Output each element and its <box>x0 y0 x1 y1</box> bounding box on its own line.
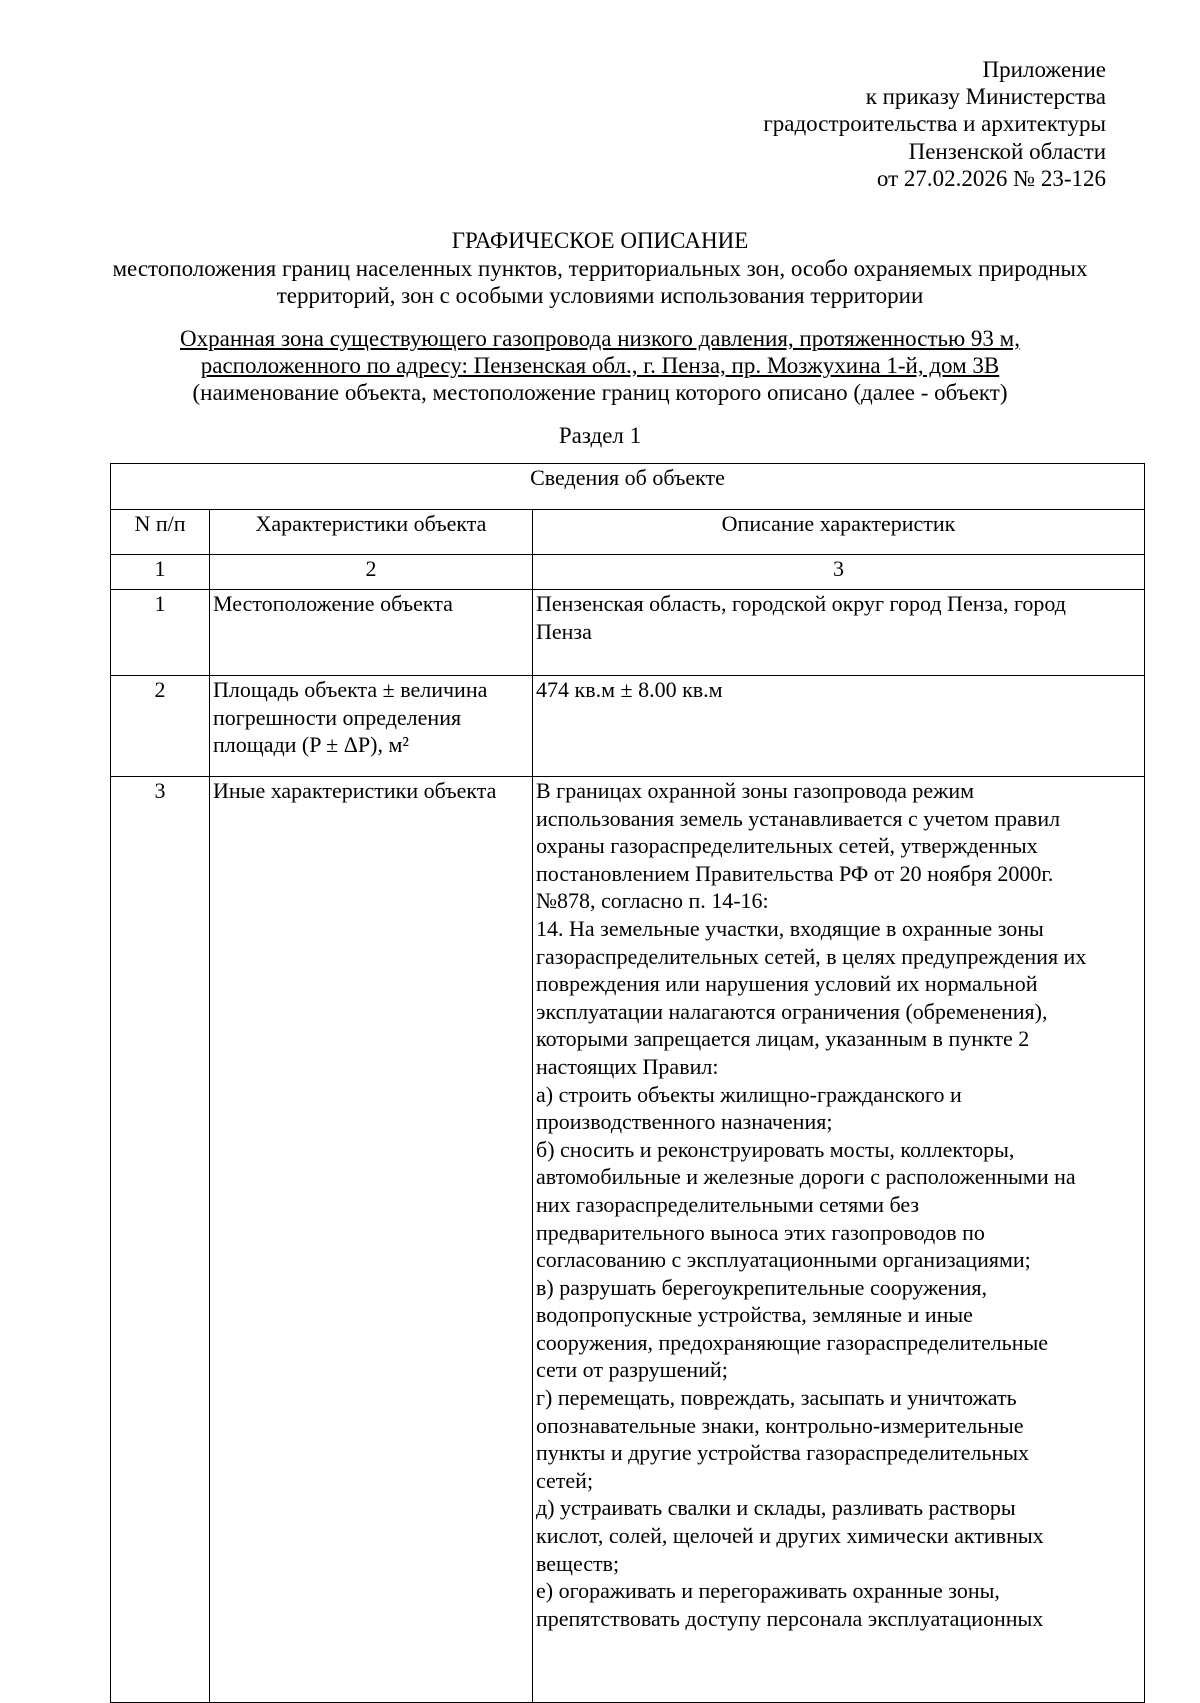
column-number: 1 <box>111 555 210 590</box>
description-line: д) устраивать свалки и склады, разливать растворы <box>536 1495 1016 1521</box>
description-line: Пенза <box>536 618 592 644</box>
characteristic-line: площади (P ± ΔP), м² <box>213 732 409 758</box>
row-description <box>533 590 1145 676</box>
appendix-line: градостроительства и архитектуры <box>763 111 1106 137</box>
description-line: В границах охранной зоны газопровода режим <box>536 778 975 803</box>
row-characteristic <box>210 676 533 777</box>
header-characteristic: Характеристики объекта <box>210 510 533 555</box>
description-line: 474 кв.м ± 8.00 кв.м <box>536 677 723 702</box>
appendix-header <box>606 56 1106 192</box>
object-name-line: Охранная зона существующего газопровода низкого давления, протяженностью 93 м, <box>180 326 1020 351</box>
row-number: 2 <box>111 676 210 777</box>
column-number: 2 <box>210 555 533 590</box>
description-line: сооружения, предохраняющие газораспределительные <box>536 1329 1049 1355</box>
description-line: №878, согласно п. 14-16: <box>536 888 769 914</box>
description-line: согласованию с эксплуатационными организациями; <box>536 1247 1031 1273</box>
characteristic-line: погрешности определения <box>213 704 462 730</box>
table-header-row <box>111 510 1145 555</box>
appendix-order-date: от 27.02.2026 № 23-126 <box>876 165 1106 191</box>
object-name-line: расположенного по адресу: Пензенская обл., г. Пенза, пр. Мозжухина 1-й, дом 3В <box>200 353 1000 378</box>
description-line: б) сносить и реконструировать мосты, коллекторы, <box>536 1136 1015 1162</box>
row-number: 3 <box>111 777 210 1703</box>
description-line: 14. На земельные участки, входящие в охранные зоны <box>536 915 1044 941</box>
description-line: них газораспределительными сетями без <box>536 1191 920 1217</box>
document-subtitle-line: территорий, зон с особыми условиями использования территории <box>276 283 924 308</box>
document-subtitle-line: местоположения границ населенных пунктов, территориальных зон, особо охраняемых природных <box>112 255 1088 281</box>
appendix-line: Пензенской области <box>908 138 1106 164</box>
description-line: повреждения или нарушения условий их нормальной <box>536 971 1038 997</box>
object-info-table <box>110 463 1145 1703</box>
appendix-line: Приложение <box>982 57 1106 82</box>
description-line: водопропускные устройства, земляные и иные <box>536 1302 973 1328</box>
description-line: е) огораживать и перегораживать охранные зоны, <box>536 1578 1000 1604</box>
table-row <box>111 676 1145 777</box>
header-number: N п/п <box>111 510 210 555</box>
description-line: настоящих Правил: <box>536 1053 719 1079</box>
table-row <box>111 777 1145 1703</box>
description-line: которыми запрещается лицам, указанным в пункте 2 <box>536 1026 1030 1052</box>
header-description: Описание характеристик <box>533 510 1145 555</box>
description-line: газораспределительных сетей, в целях предупреждения их <box>536 943 1087 969</box>
table-caption: Сведения об объекте <box>111 464 1145 510</box>
table-caption-row <box>111 464 1145 510</box>
description-line: охраны газораспределительных сетей, утвержденных <box>536 833 1038 859</box>
description-line: предварительного выноса этих газопроводов по <box>536 1219 985 1245</box>
description-line: препятствовать доступу персонала эксплуатационных <box>536 1605 1044 1631</box>
description-line: сетей; <box>536 1467 594 1493</box>
description-line: использования земель устанавливается с учетом правил <box>536 805 1061 831</box>
table-row <box>111 590 1145 676</box>
characteristic-line: Площадь объекта ± величина <box>213 677 488 702</box>
object-name-block <box>60 325 1140 406</box>
table-column-numbers-row <box>111 555 1145 590</box>
description-line: постановлением Правительства РФ от 20 ноября 2000г. <box>536 860 1054 886</box>
row-characteristic <box>210 590 533 676</box>
document-title: ГРАФИЧЕСКОЕ ОПИСАНИЕ <box>451 228 749 253</box>
characteristic-line: Местоположение объекта <box>213 591 453 616</box>
description-line: а) строить объекты жилищно-гражданского и <box>536 1081 962 1107</box>
row-characteristic <box>210 777 533 1703</box>
description-line: опознавательные знаки, контрольно-измерительные <box>536 1412 1024 1438</box>
description-line: в) разрушать берегоукрепительные сооружения, <box>536 1274 987 1300</box>
row-description <box>533 777 1145 1703</box>
row-description <box>533 676 1145 777</box>
column-number: 3 <box>533 555 1145 590</box>
description-line: автомобильные и железные дороги с расположенными на <box>536 1164 1076 1190</box>
section-label: Раздел 1 <box>558 423 642 448</box>
characteristic-line: Иные характеристики объекта <box>213 778 497 803</box>
description-line: пункты и другие устройства газораспределительных <box>536 1440 1030 1466</box>
description-line: веществ; <box>536 1550 620 1576</box>
title-block <box>60 227 1140 310</box>
description-line: эксплуатации налагаются ограничения (обременения), <box>536 998 1048 1024</box>
row-number: 1 <box>111 590 210 676</box>
appendix-line: к приказу Министерства <box>865 84 1106 110</box>
description-line: производственного назначения; <box>536 1109 833 1135</box>
description-line: Пензенская область, городской округ город Пенза, город <box>536 591 1066 616</box>
description-line: г) перемещать, повреждать, засыпать и уничтожать <box>536 1385 1017 1411</box>
description-line: кислот, солей, щелочей и других химически активных <box>536 1523 1044 1549</box>
description-line: сети от разрушений; <box>536 1357 728 1383</box>
object-name-note: (наименование объекта, местоположение границ которого описано (далее - объект) <box>192 380 1008 405</box>
